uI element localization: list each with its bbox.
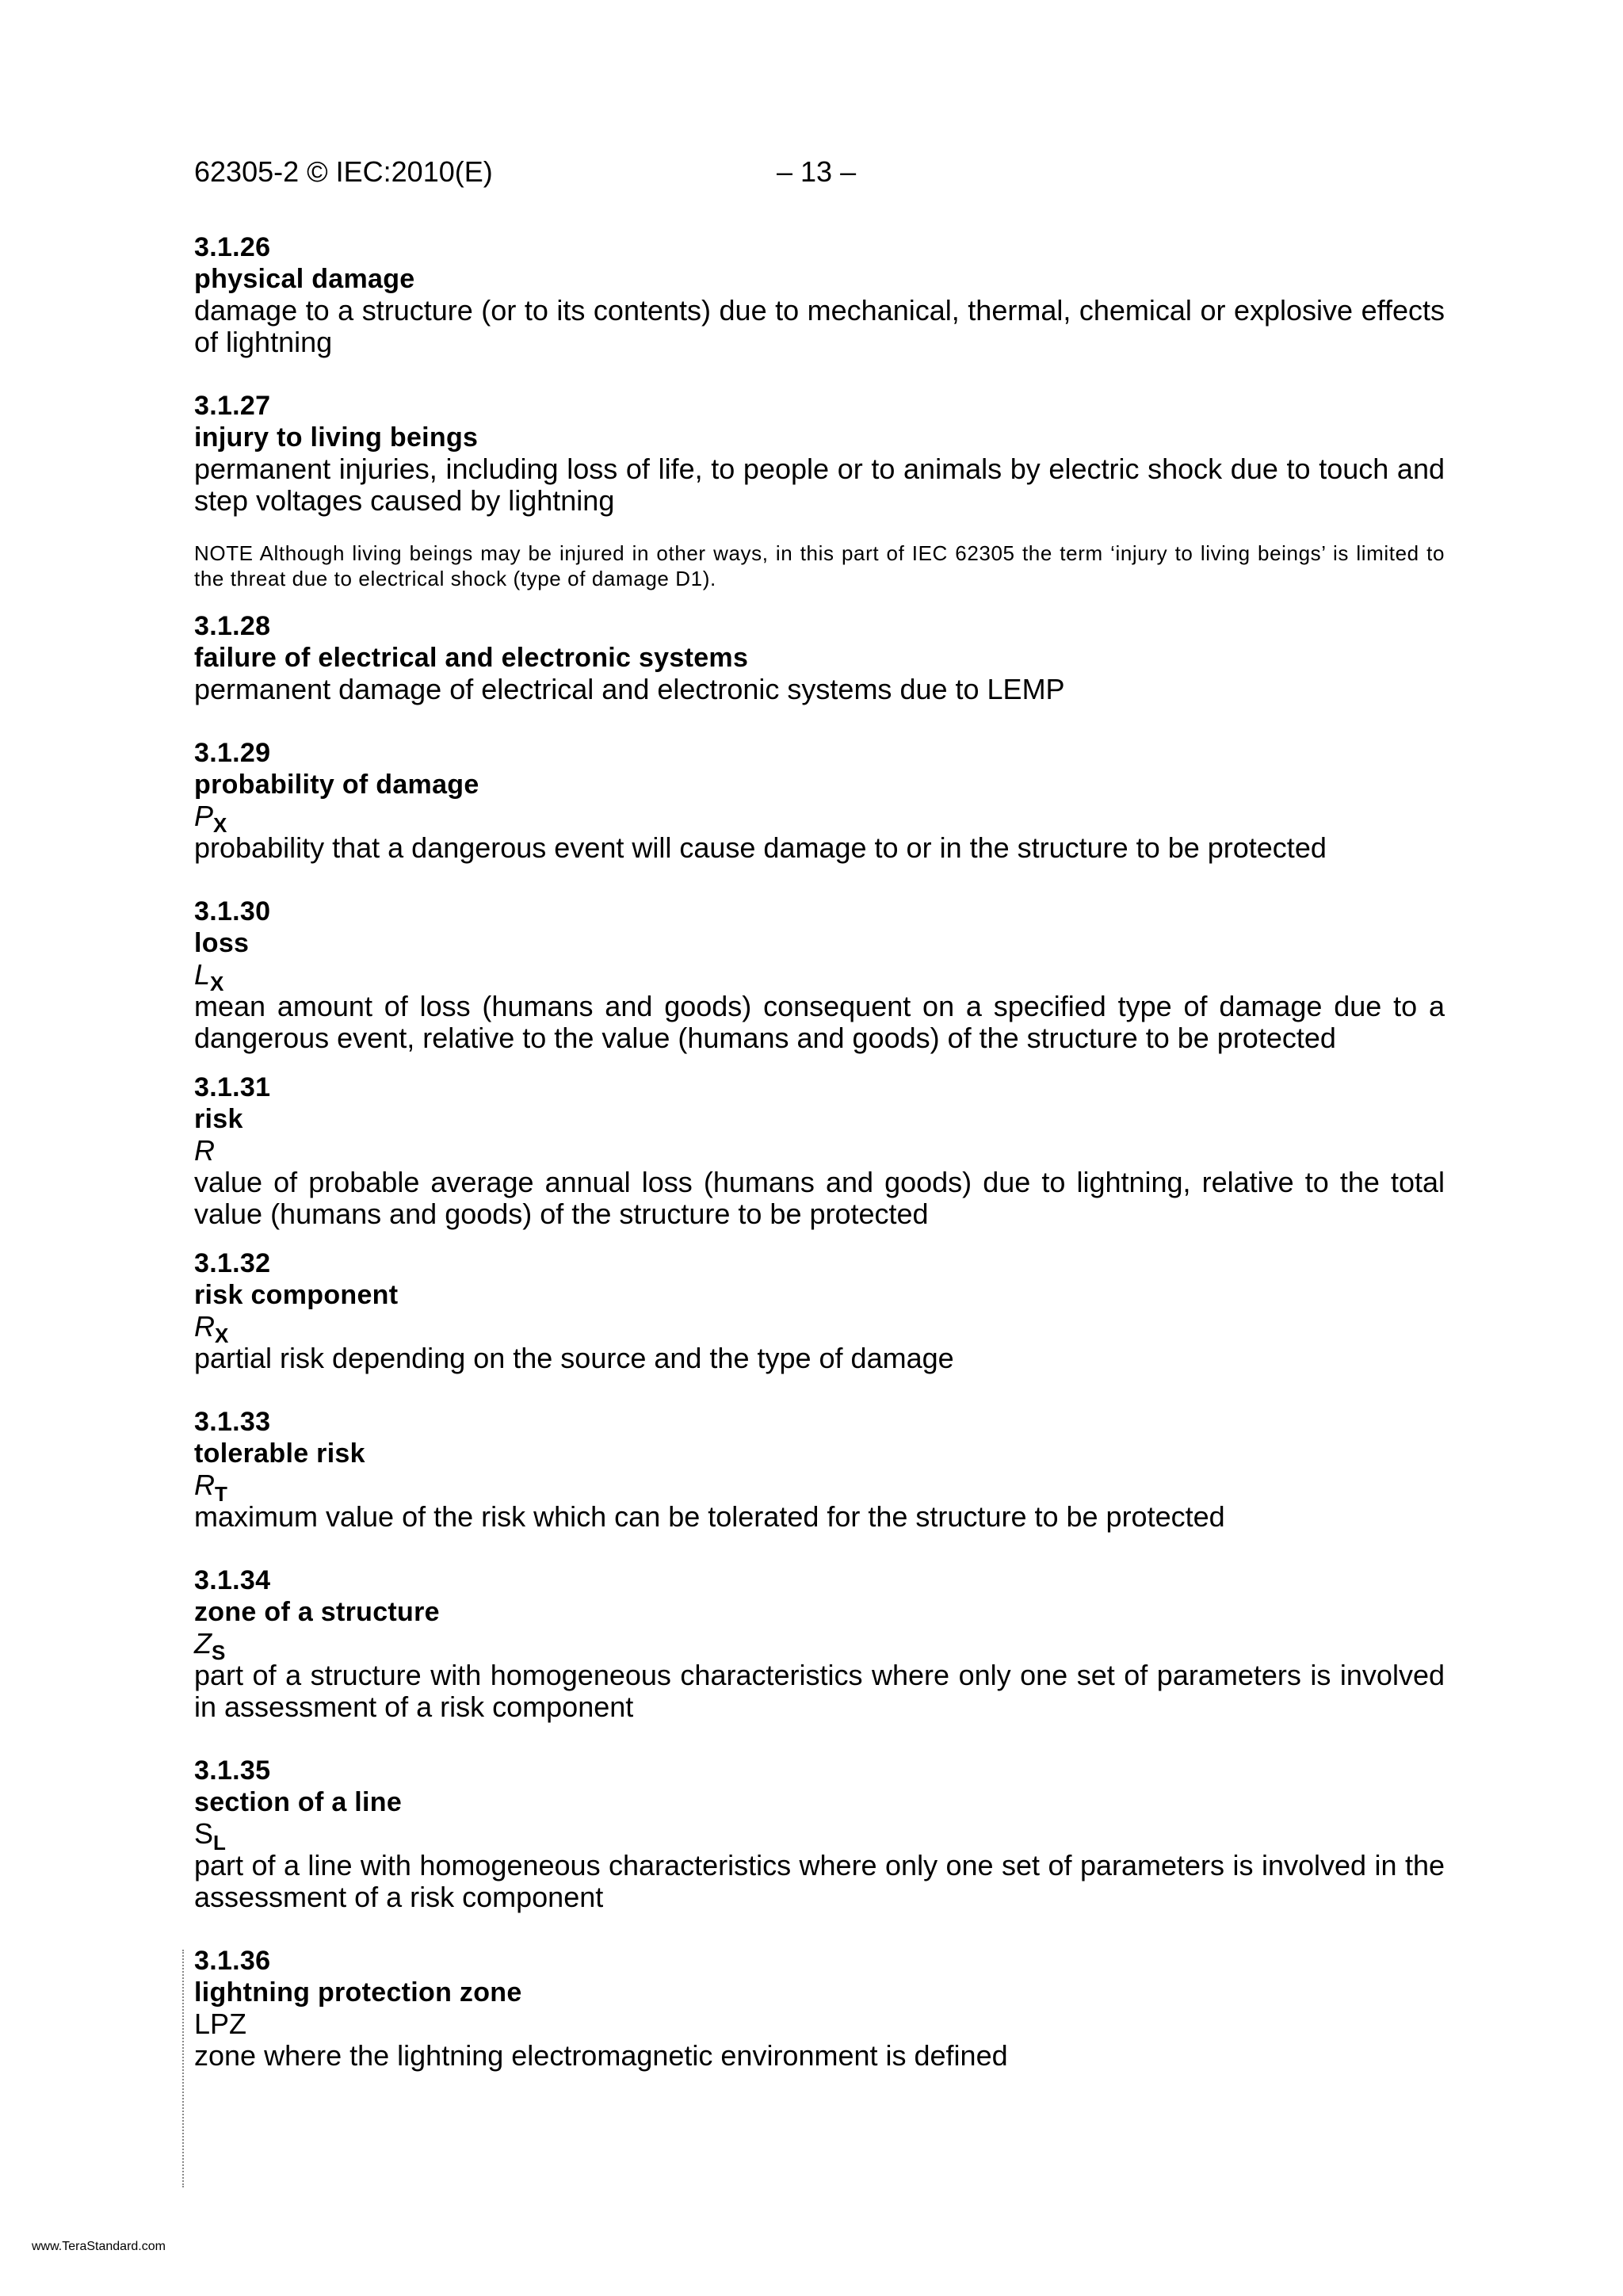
symbol: $P_X$	[194, 800, 227, 837]
definitions-list	[194, 231, 1445, 2103]
term: physical damage	[194, 264, 415, 294]
definition-entry	[194, 231, 1445, 358]
definition-text: maximum value of the risk which can be tolerated for the structure to be protected	[194, 1500, 1225, 1533]
symbol: R	[194, 1134, 215, 1167]
term: risk component	[194, 1280, 399, 1310]
definition-entry	[194, 1564, 1445, 1723]
margin-dotted-line	[182, 1950, 184, 2187]
definition-text: zone where the lightning electromagnetic environment is defined	[194, 2039, 1008, 2072]
definition-text: permanent damage of electrical and electronic systems due to LEMP	[194, 673, 1065, 705]
definition-text: partial risk depending on the source and the type of damage	[194, 1342, 954, 1374]
definition-text: mean amount of loss (humans and goods) consequent on a specified type of damage due to a dangerous event, relative to the value (humans and goods) of the structure to be protected	[194, 990, 1445, 1054]
definition-entry	[194, 1406, 1445, 1533]
symbol: $S_L$	[194, 1817, 226, 1855]
symbol: $L_X$	[194, 958, 224, 995]
term: injury to living beings	[194, 422, 479, 453]
term: probability of damage	[194, 770, 479, 800]
symbol: $Z_S$	[194, 1627, 226, 1664]
clause-number: 3.1.34	[194, 1565, 271, 1595]
symbol: $R_X$	[194, 1310, 229, 1347]
term: risk	[194, 1104, 243, 1134]
clause-number: 3.1.33	[194, 1407, 271, 1437]
definition-text: damage to a structure (or to its contents) due to mechanical, thermal, chemical or explosive effects of lightning	[194, 294, 1445, 358]
note: NOTE Although living beings may be injured in other ways, in this part of IEC 62305 the term ‘injury to living beings’ is limited to the threat due to electrical shock (type of damage D1).	[194, 541, 1445, 590]
clause-number: 3.1.29	[194, 738, 271, 768]
definition-entry	[194, 1247, 1445, 1374]
definition-text: part of a structure with homogeneous characteristics where only one set of parameters is involved in assessment of a risk component	[194, 1659, 1445, 1723]
term: section of a line	[194, 1787, 403, 1817]
term: zone of a structure	[194, 1597, 440, 1627]
document-id: 62305-2 © IEC:2010(E)	[194, 155, 493, 188]
clause-number: 3.1.35	[194, 1755, 271, 1786]
definition-entry	[194, 737, 1445, 864]
footer-url: www.TeraStandard.com	[32, 2240, 166, 2253]
clause-number: 3.1.30	[194, 896, 271, 926]
clause-number: 3.1.27	[194, 391, 271, 421]
clause-number: 3.1.32	[194, 1248, 271, 1278]
definition-text: value of probable average annual loss (humans and goods) due to lightning, relative to the total value (humans and goods) of the structure to be protected	[194, 1166, 1445, 1230]
definition-entry	[194, 896, 1445, 1054]
term: tolerable risk	[194, 1438, 365, 1469]
symbol: LPZ	[194, 2008, 247, 2040]
term: loss	[194, 928, 250, 958]
symbol: $R_T$	[194, 1469, 227, 1506]
term: failure of electrical and electronic systems	[194, 643, 749, 673]
definition-entry	[194, 1755, 1445, 1913]
definition-entry	[194, 390, 1445, 517]
definition-text: probability that a dangerous event will cause damage to or in the structure to be protected	[194, 831, 1327, 864]
page-number: – 13 –	[777, 155, 857, 188]
definition-entry	[194, 1945, 1445, 2072]
definition-entry	[194, 1072, 1445, 1230]
clause-number: 3.1.36	[194, 1946, 271, 1976]
definition-text: permanent injuries, including loss of life, to people or to animals by electric shock due to touch and step voltages caused by lightning	[194, 453, 1445, 517]
term: lightning protection zone	[194, 1977, 522, 2008]
page-header	[194, 155, 1446, 193]
clause-number: 3.1.28	[194, 611, 271, 641]
definition-entry	[194, 610, 1445, 705]
definition-text: part of a line with homogeneous characteristics where only one set of parameters is involved in the assessment of a risk component	[194, 1849, 1445, 1913]
clause-number: 3.1.31	[194, 1072, 271, 1102]
clause-number: 3.1.26	[194, 232, 271, 262]
